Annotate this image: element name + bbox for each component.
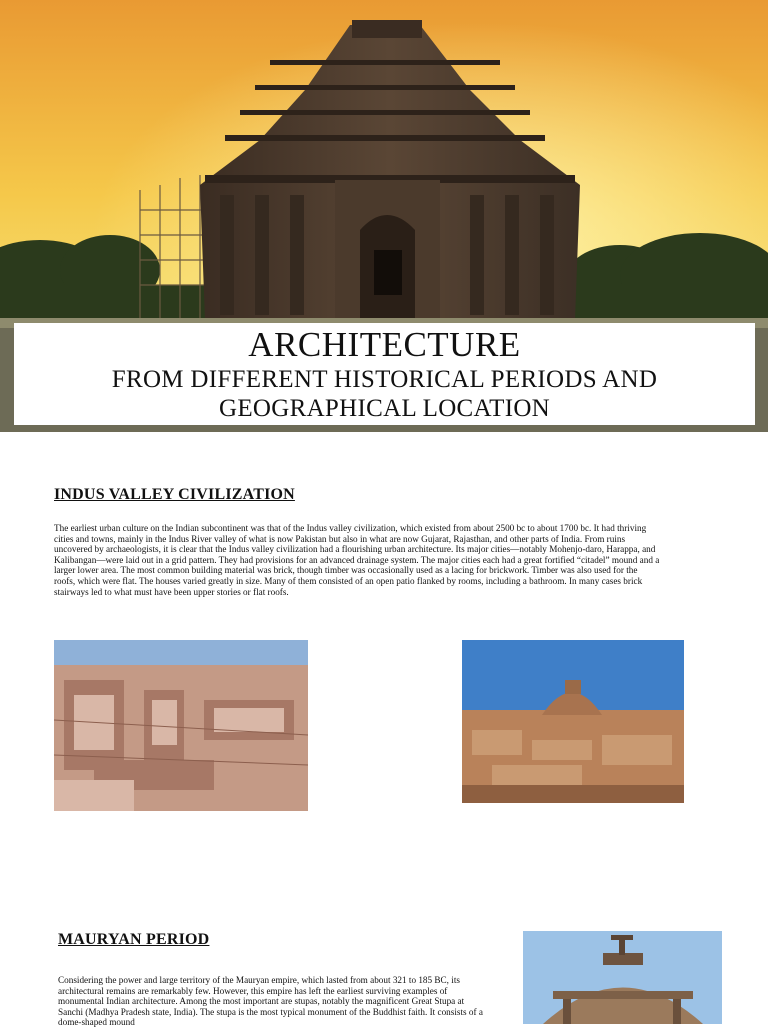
stupa-mound-ruins-photo <box>462 640 684 803</box>
sanchi-stupa-photo <box>523 931 722 1024</box>
mauryan-paragraph: Considering the power and large territory of the Mauryan empire, which lasted from about 321 to 185 BC, its architectural remains are remarkably few. However, this empire has left the earliest surviving examples of monumental Indian architecture. Among the most important are stupas, notably the magnificent Great Stupa at Sanchi (Madhya Pradesh state, India). The stupa is the most typical monument of the Buddhist faith. It consists of a dome-shaped mound <box>58 975 483 1028</box>
page-subtitle-line-2: GEOGRAPHICAL LOCATION <box>218 395 551 422</box>
title-box <box>14 323 755 425</box>
brick-ruins-photo <box>54 640 308 811</box>
page-subtitle-line-1: FROM DIFFERENT HISTORICAL PERIODS AND <box>111 366 658 393</box>
page-title: ARCHITECTURE <box>248 325 521 364</box>
indus-paragraph: The earliest urban culture on the Indian subcontinent was that of the Indus valley civilization, which existed from about 2500 bc to about 1700 bc. It had thriving cities and towns, mainly in the Indus River valley of what is now Pakistan but also in what are now Gujarat, Rajasthan, and other parts of India. From ruins uncovered by archaeologists, it is clear that the Indus valley civilization had a flourishing urban architecture. Its major cities—notably Mohenjo-daro, Harappa, and Kalibangan—were laid out in a grid pattern. They had provisions for an advanced drainage system. The major cities each had a great fortified “citadel” mound and a larger lower area. The most common building material was brick, though timber was occasionally used as a lacing for brickwork. Timber was also used for the roofs, which were flat. The houses varied greatly in size. Many of them consisted of an open patio flanked by rooms, including a bathroom. In many cases brick stairways led to what must have been upper stories or flat roofs. <box>54 523 660 597</box>
mauryan-heading: MAURYAN PERIOD <box>58 931 210 948</box>
indus-heading: INDUS VALLEY CIVILIZATION <box>54 486 295 503</box>
hero-banner <box>0 0 768 432</box>
